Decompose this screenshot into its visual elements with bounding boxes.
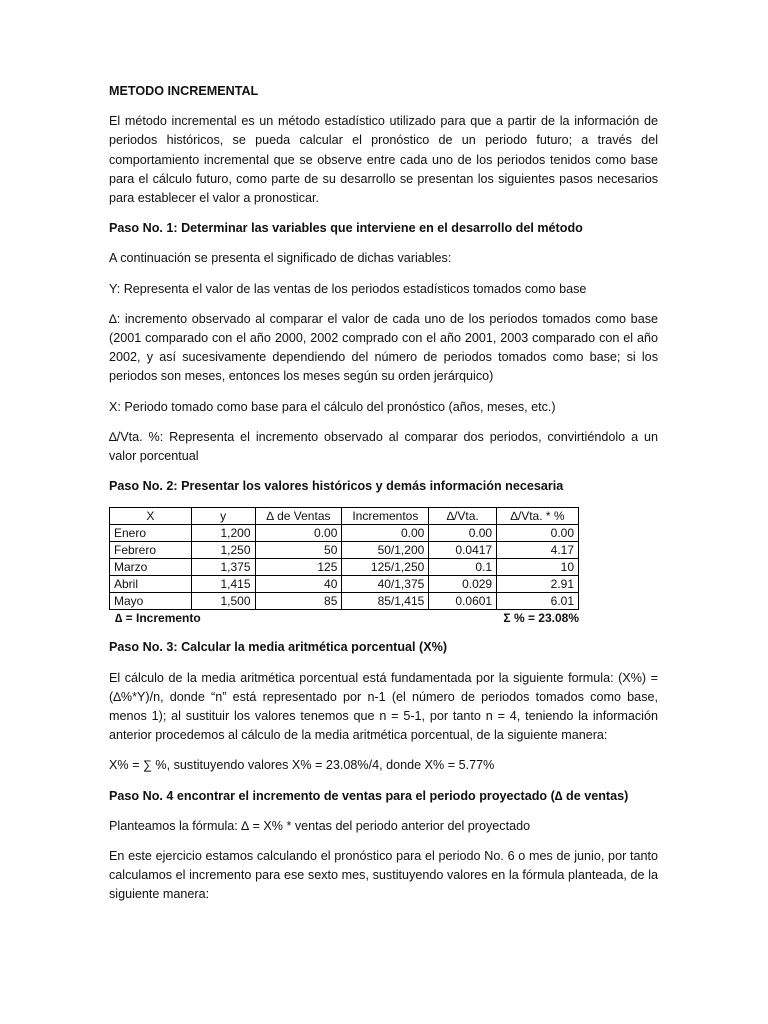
table-cell: 1,200	[191, 525, 255, 542]
table-row	[110, 593, 579, 610]
table-cell: 0.029	[429, 576, 497, 593]
table-cell: 1,500	[191, 593, 255, 610]
table-cell: 0.0417	[429, 542, 497, 559]
document-title: METODO INCREMENTAL	[109, 84, 259, 98]
table-cell: 1,250	[191, 542, 255, 559]
table-cell: 2.91	[497, 576, 579, 593]
step-2-heading: Paso No. 2: Presentar los valores históricos y demás información necesaria	[109, 479, 564, 494]
table-row	[110, 559, 579, 576]
table-cell: 40	[255, 576, 342, 593]
variables-intro: A continuación se presenta el significado de dichas variables:	[109, 251, 452, 266]
column-header-delta-ventas: ∆ de Ventas	[255, 508, 342, 525]
table-cell: 0.1	[429, 559, 497, 576]
column-header-y: y	[191, 508, 255, 525]
document-body	[109, 82, 658, 905]
table-cell: Mayo	[110, 593, 192, 610]
step-4-formula: Planteamos la fórmula: ∆ = X% * ventas del periodo anterior del proyectado	[109, 818, 531, 833]
table-cell: 0.00	[497, 525, 579, 542]
table-cell: Enero	[110, 525, 192, 542]
step-4-paragraph: En este ejercicio estamos calculando el pronóstico para el periodo No. 6 o mes de junio, por tanto calculamos el incremento para ese sexto mes, sustituyendo valores en la fórmula planteada, de la siguiente manera:	[109, 849, 658, 902]
variable-delta-definition: ∆: incremento observado al comparar el valor de cada uno de los periodos tomados como base (2001 comparado con el año 2000, 2002 comprado con el año 2001, 2003 comparado con el año 2002, y así sucesivamente dependiendo del número de periodos tomados como base; si los periodos son meses, entonces los meses según su orden jerárquico)	[109, 311, 658, 384]
table-cell: 85	[255, 593, 342, 610]
table-cell: 40/1,375	[342, 576, 429, 593]
table-cell: 0.0601	[429, 593, 497, 610]
step-1-heading: Paso No. 1: Determinar las variables que interviene en el desarrollo del método	[109, 221, 583, 236]
mean-formula: X% = ∑ %, sustituyendo valores X% = 23.08%/4, donde X% = 5.77%	[109, 758, 495, 773]
intro-paragraph: El método incremental es un método estadístico utilizado para que a partir de la información de periodos históricos, se pueda calcular el pronóstico de un periodo futuro; a través del comportamiento incremental que se observe entre cada uno de los periodos tenidos como base para el cálculo futuro, como parte de su desarrollo se presentan los siguientes pasos necesarios para establecer el valor a pronosticar.	[109, 114, 658, 206]
table-header-row	[110, 508, 579, 525]
table-row	[110, 576, 579, 593]
historical-values-table	[109, 507, 579, 610]
table-cell: 4.17	[497, 542, 579, 559]
column-header-delta-vta-pct: ∆/Vta. * %	[497, 508, 579, 525]
variable-y-definition: Y: Representa el valor de las ventas de los periodos estadísticos tomados como base	[109, 281, 587, 296]
variable-x-definition: X: Periodo tomado como base para el cálculo del pronóstico (años, meses, etc.)	[109, 399, 556, 414]
table-row	[110, 525, 579, 542]
table-cell: 1,415	[191, 576, 255, 593]
table-footer-legend: ∆ = Incremento	[115, 611, 201, 626]
table-cell: 125	[255, 559, 342, 576]
column-header-incrementos: Incrementos	[342, 508, 429, 525]
table-cell: Abril	[110, 576, 192, 593]
table-cell: 1,375	[191, 559, 255, 576]
step-3-heading: Paso No. 3: Calcular la media aritmética porcentual (X%)	[109, 640, 448, 655]
step-4-heading: Paso No. 4 encontrar el incremento de ventas para el periodo proyectado (∆ de ventas)	[109, 788, 629, 803]
table-row	[110, 542, 579, 559]
table-cell: Febrero	[110, 542, 192, 559]
table-cell: Marzo	[110, 559, 192, 576]
table-cell: 6.01	[497, 593, 579, 610]
table-cell: 50/1,200	[342, 542, 429, 559]
step-3-paragraph: El cálculo de la media aritmética porcentual está fundamentada por la siguiente formula: (X%) = (∆%*Y)/n, donde “n” está representado por n-1 (el número de periodos tomados como base, menos 1); al sustituir los valores tenemos que n = 5-1, por tanto n = 4, teniendo la información anterior procedemos al cálculo de la media aritmética porcentual, de la siguiente manera:	[109, 670, 658, 743]
table-footer	[109, 610, 579, 627]
historical-values-table-wrapper	[109, 507, 579, 627]
table-cell: 85/1,415	[342, 593, 429, 610]
table-footer-sum: Σ % = 23.08%	[503, 611, 579, 626]
table-cell: 0.00	[429, 525, 497, 542]
table-cell: 0.00	[342, 525, 429, 542]
table-cell: 125/1,250	[342, 559, 429, 576]
column-header-delta-vta: ∆/Vta.	[429, 508, 497, 525]
table-cell: 50	[255, 542, 342, 559]
variable-delta-vta-definition: ∆/Vta. %: Representa el incremento observado al comparar dos periodos, convirtiéndolo a un valor porcentual	[109, 429, 658, 464]
table-cell: 0.00	[255, 525, 342, 542]
column-header-x: X	[110, 508, 192, 525]
table-cell: 10	[497, 559, 579, 576]
